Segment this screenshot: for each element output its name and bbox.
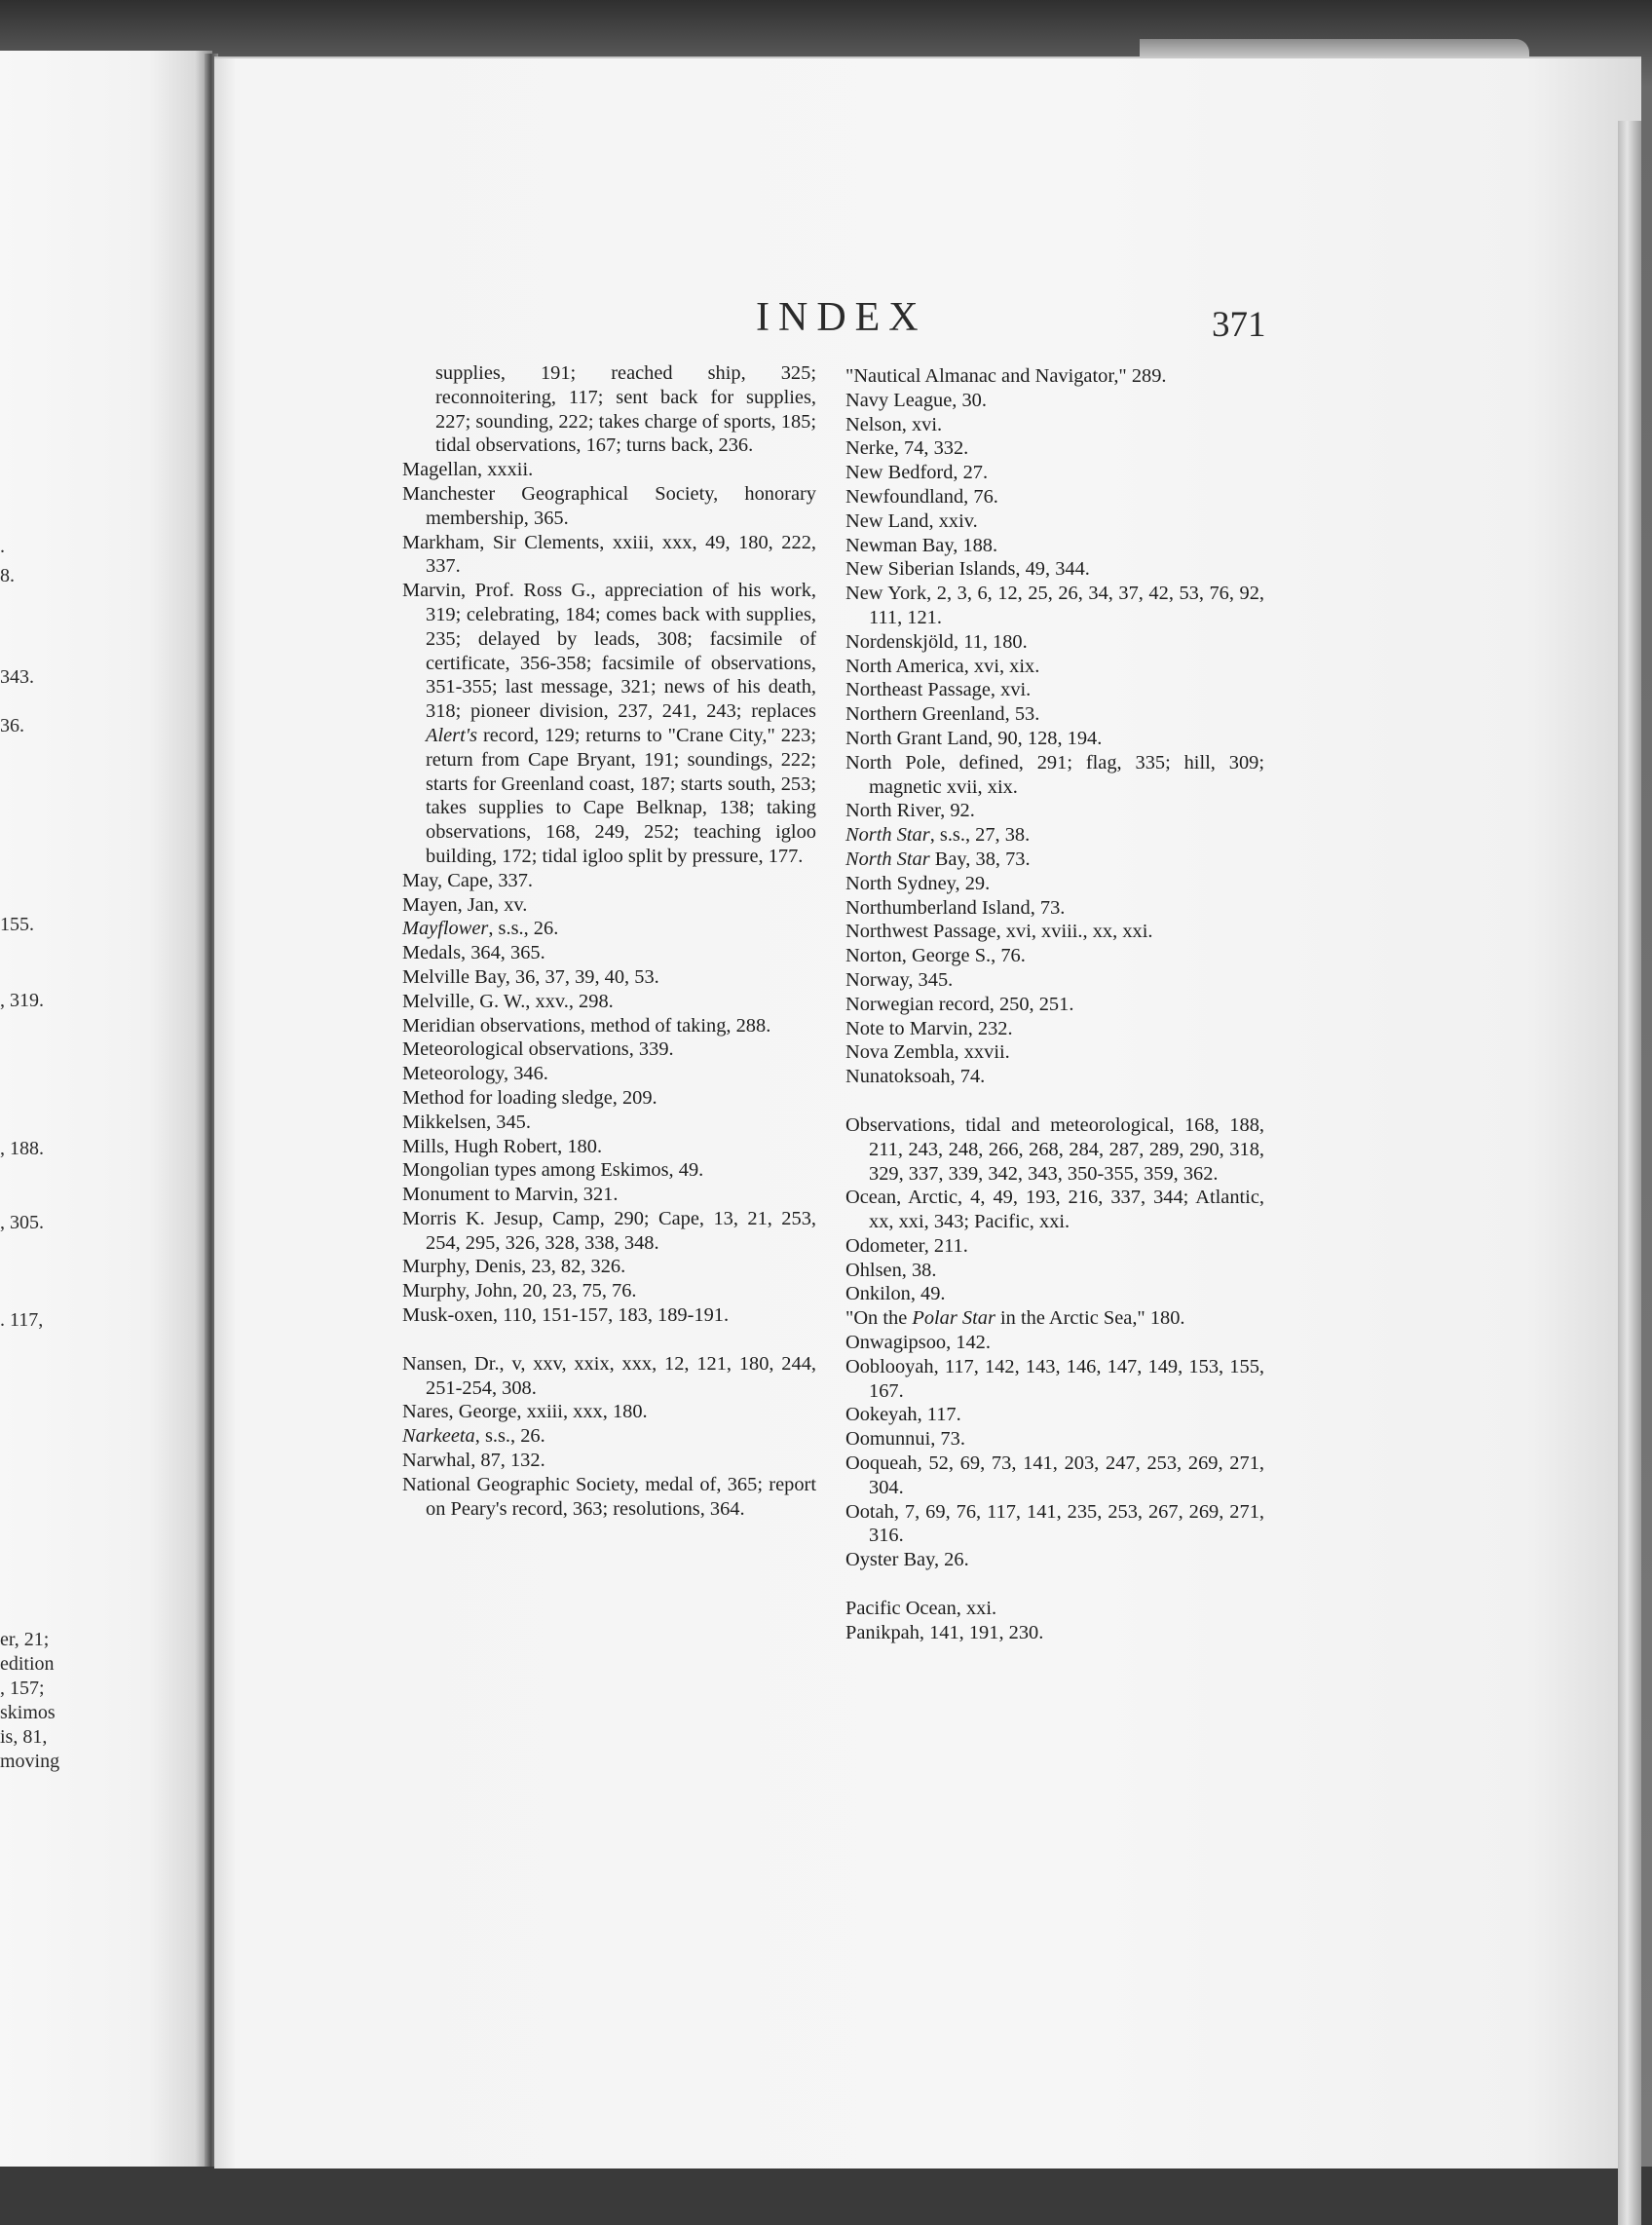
left-page xyxy=(0,51,212,2167)
index-entry: New Bedford, 27. xyxy=(845,462,989,484)
index-entry: Markham, Sir Clements, xxiii, xxx, 49, 180, 222, 337. xyxy=(402,531,816,578)
index-entry: Ooblooyah, 117, 142, 143, 146, 147, 149, 153, 155, 167. xyxy=(845,1355,1264,1402)
index-entry: Nova Zembla, xxvii. xyxy=(845,1041,1010,1064)
index-entry: Nansen, Dr., v, xxv, xxix, xxx, 12, 121, 180, 244, 251-254, 308. xyxy=(402,1352,816,1399)
index-entry: Norton, George S., 76. xyxy=(845,945,1026,967)
index-entry: Ocean, Arctic, 4, 49, 193, 216, 337, 344; Atlantic, xx, xxi, 343; Pacific, xxi. xyxy=(845,1187,1264,1233)
index-entry: Oyster Bay, 26. xyxy=(845,1549,969,1571)
left-fragment: er, 21; xyxy=(0,1629,50,1650)
index-entry: supplies, 191; reached ship, 325; reconnoitering, 117; sent back for supplies, 227; sounding, 222; takes charge of sports, 185; tidal observations, 167; turns back, 236. xyxy=(435,362,816,457)
index-entry: "Nautical Almanac and Navigator," 289. xyxy=(845,365,1167,387)
index-entry: North Sydney, 29. xyxy=(845,872,991,894)
index-entry: Meridian observations, method of taking, 288. xyxy=(402,1014,771,1037)
left-fragment: . xyxy=(0,536,5,557)
index-entry: North Star, s.s., 27, 38. xyxy=(845,824,1031,847)
index-entry: Murphy, Denis, 23, 82, 326. xyxy=(402,1256,626,1278)
index-entry: Melville Bay, 36, 37, 39, 40, 53. xyxy=(402,965,659,988)
index-entry: Newfoundland, 76. xyxy=(845,485,998,508)
index-entry: Mills, Hugh Robert, 180. xyxy=(402,1135,603,1157)
index-entry: Monument to Marvin, 321. xyxy=(402,1184,619,1206)
index-entry: Meteorological observations, 339. xyxy=(402,1038,674,1061)
index-entry: Northwest Passage, xvi, xviii., xx, xxi. xyxy=(845,921,1153,943)
index-entry: Narwhal, 87, 132. xyxy=(402,1450,545,1472)
index-entry: Pacific Ocean, xxi. xyxy=(845,1598,997,1620)
index-entry: Ohlsen, 38. xyxy=(845,1259,937,1281)
index-entry: Medals, 364, 365. xyxy=(402,942,545,964)
page-edge xyxy=(1618,121,1641,2225)
index-entry: North Pole, defined, 291; flag, 335; hill, 309; magnetic xvii, xix. xyxy=(845,751,1264,798)
left-fragment: 36. xyxy=(0,715,24,736)
index-entry: New Siberian Islands, 49, 344. xyxy=(845,558,1090,581)
index-column-right xyxy=(845,364,1264,1645)
index-entry: Note to Marvin, 232. xyxy=(845,1017,1013,1039)
index-entry: North Star Bay, 38, 73. xyxy=(845,848,1031,870)
left-fragment: . 117, xyxy=(0,1309,44,1331)
left-fragment: skimos xyxy=(0,1702,56,1723)
left-fragment: 343. xyxy=(0,666,34,688)
index-entry: Morris K. Jesup, Camp, 290; Cape, 13, 21, 253, 254, 295, 326, 328, 338, 348. xyxy=(402,1207,816,1254)
index-entry: Northern Greenland, 53. xyxy=(845,703,1040,726)
index-entry: Nares, George, xxiii, xxx, 180. xyxy=(402,1401,648,1423)
index-entry: North Grant Land, 90, 128, 194. xyxy=(845,727,1103,749)
index-entry: Northeast Passage, xvi. xyxy=(845,679,1032,701)
index-entry: Mikkelsen, 345. xyxy=(402,1111,531,1133)
index-entry: New York, 2, 3, 6, 12, 25, 26, 34, 37, 42, 53, 76, 92, 111, 121. xyxy=(845,583,1264,628)
index-entry: Meteorology, 346. xyxy=(402,1063,548,1085)
index-entry: Navy League, 30. xyxy=(845,389,987,411)
index-entry: Newman Bay, 188. xyxy=(845,534,998,556)
index-entry: Ookeyah, 117. xyxy=(845,1404,961,1426)
index-entry: Nordenskjöld, 11, 180. xyxy=(845,630,1028,653)
index-entry: Manchester Geographical Society, honorary membership, 365. xyxy=(402,482,816,529)
index-entry: New Land, xxiv. xyxy=(845,509,978,532)
index-entry: Nunatoksoah, 74. xyxy=(845,1066,986,1088)
index-entry: Mongolian types among Eskimos, 49. xyxy=(402,1159,704,1182)
left-fragment: moving xyxy=(0,1751,60,1772)
index-entry: North River, 92. xyxy=(845,800,975,822)
index-entry: Norway, 345. xyxy=(845,968,954,991)
index-entry: Ootah, 7, 69, 76, 117, 141, 235, 253, 267, 269, 271, 316. xyxy=(845,1500,1264,1547)
index-entry: Nerke, 74, 332. xyxy=(845,437,969,460)
index-entry: Odometer, 211. xyxy=(845,1234,968,1257)
index-entry: Method for loading sledge, 209. xyxy=(402,1086,657,1109)
index-entry: Magellan, xxxii. xyxy=(402,459,534,481)
page-number: 371 xyxy=(1212,305,1266,345)
index-entry: Mayen, Jan, xv. xyxy=(402,893,528,916)
index-entry: Observations, tidal and meteorological, 168, 188, 211, 243, 248, 266, 268, 284, 287, 289, 290, 318, 329, 337, 339, 342, 343, 350-355, 359, 362. xyxy=(845,1113,1264,1185)
index-column-left xyxy=(402,361,816,1521)
index-entry: "On the Polar Star in the Arctic Sea," 180. xyxy=(845,1307,1185,1330)
index-entry: Murphy, John, 20, 23, 75, 76. xyxy=(402,1280,637,1302)
left-fragment: , 188. xyxy=(0,1138,44,1159)
index-entry: North America, xvi, xix. xyxy=(845,655,1040,677)
index-entry: Northumberland Island, 73. xyxy=(845,896,1066,919)
index-entry: Nelson, xvi. xyxy=(845,413,943,435)
left-fragment: 8. xyxy=(0,565,15,586)
left-fragment: 155. xyxy=(0,914,34,935)
index-entry: Musk-oxen, 110, 151-157, 183, 189-191. xyxy=(402,1304,730,1327)
left-fragment: edition xyxy=(0,1653,55,1675)
index-entry: Melville, G. W., xxv., 298. xyxy=(402,990,614,1012)
index-entry: May, Cape, 337. xyxy=(402,869,534,891)
index-entry: Onwagipsoo, 142. xyxy=(845,1332,991,1354)
index-entry: Onkilon, 49. xyxy=(845,1283,946,1305)
index-entry: National Geographic Society, medal of, 365; report on Peary's record, 363; resolutions, 364. xyxy=(402,1473,816,1520)
index-entry: Ooqueah, 52, 69, 73, 141, 203, 247, 253, 269, 271, 304. xyxy=(845,1452,1264,1498)
left-fragment: is, 81, xyxy=(0,1726,48,1748)
index-entry: Narkeeta, s.s., 26. xyxy=(402,1425,545,1448)
index-entry: Mayflower, s.s., 26. xyxy=(402,918,559,940)
index-entry: Norwegian record, 250, 251. xyxy=(845,993,1074,1015)
index-entry: Oomunnui, 73. xyxy=(845,1428,965,1451)
index-entry: Panikpah, 141, 191, 230. xyxy=(845,1621,1044,1643)
left-fragment: , 305. xyxy=(0,1212,44,1233)
index-entry: Marvin, Prof. Ross G., appreciation of his work, 319; celebrating, 184; comes back with supplies, 235; delayed by leads, 308; facsimile of certificate, 356-358; facsimile of observations, 351-355; last message, 321; news of his death, 318; pioneer division, 237, 241, 243; replaces Alert's record, 129; returns to "Crane City," 223; return from Cape Bryant, 191; soundings, 222; starts for Greenland coast, 187; starts south, 253; takes supplies to Cape Belknap, 138; taking observations, 168, 249, 252; teaching igloo building, 172; tidal igloo split by pressure, 177. xyxy=(402,580,816,867)
left-fragment: , 157; xyxy=(0,1678,45,1699)
left-fragment: , 319. xyxy=(0,990,44,1011)
page-title: INDEX xyxy=(756,295,927,340)
